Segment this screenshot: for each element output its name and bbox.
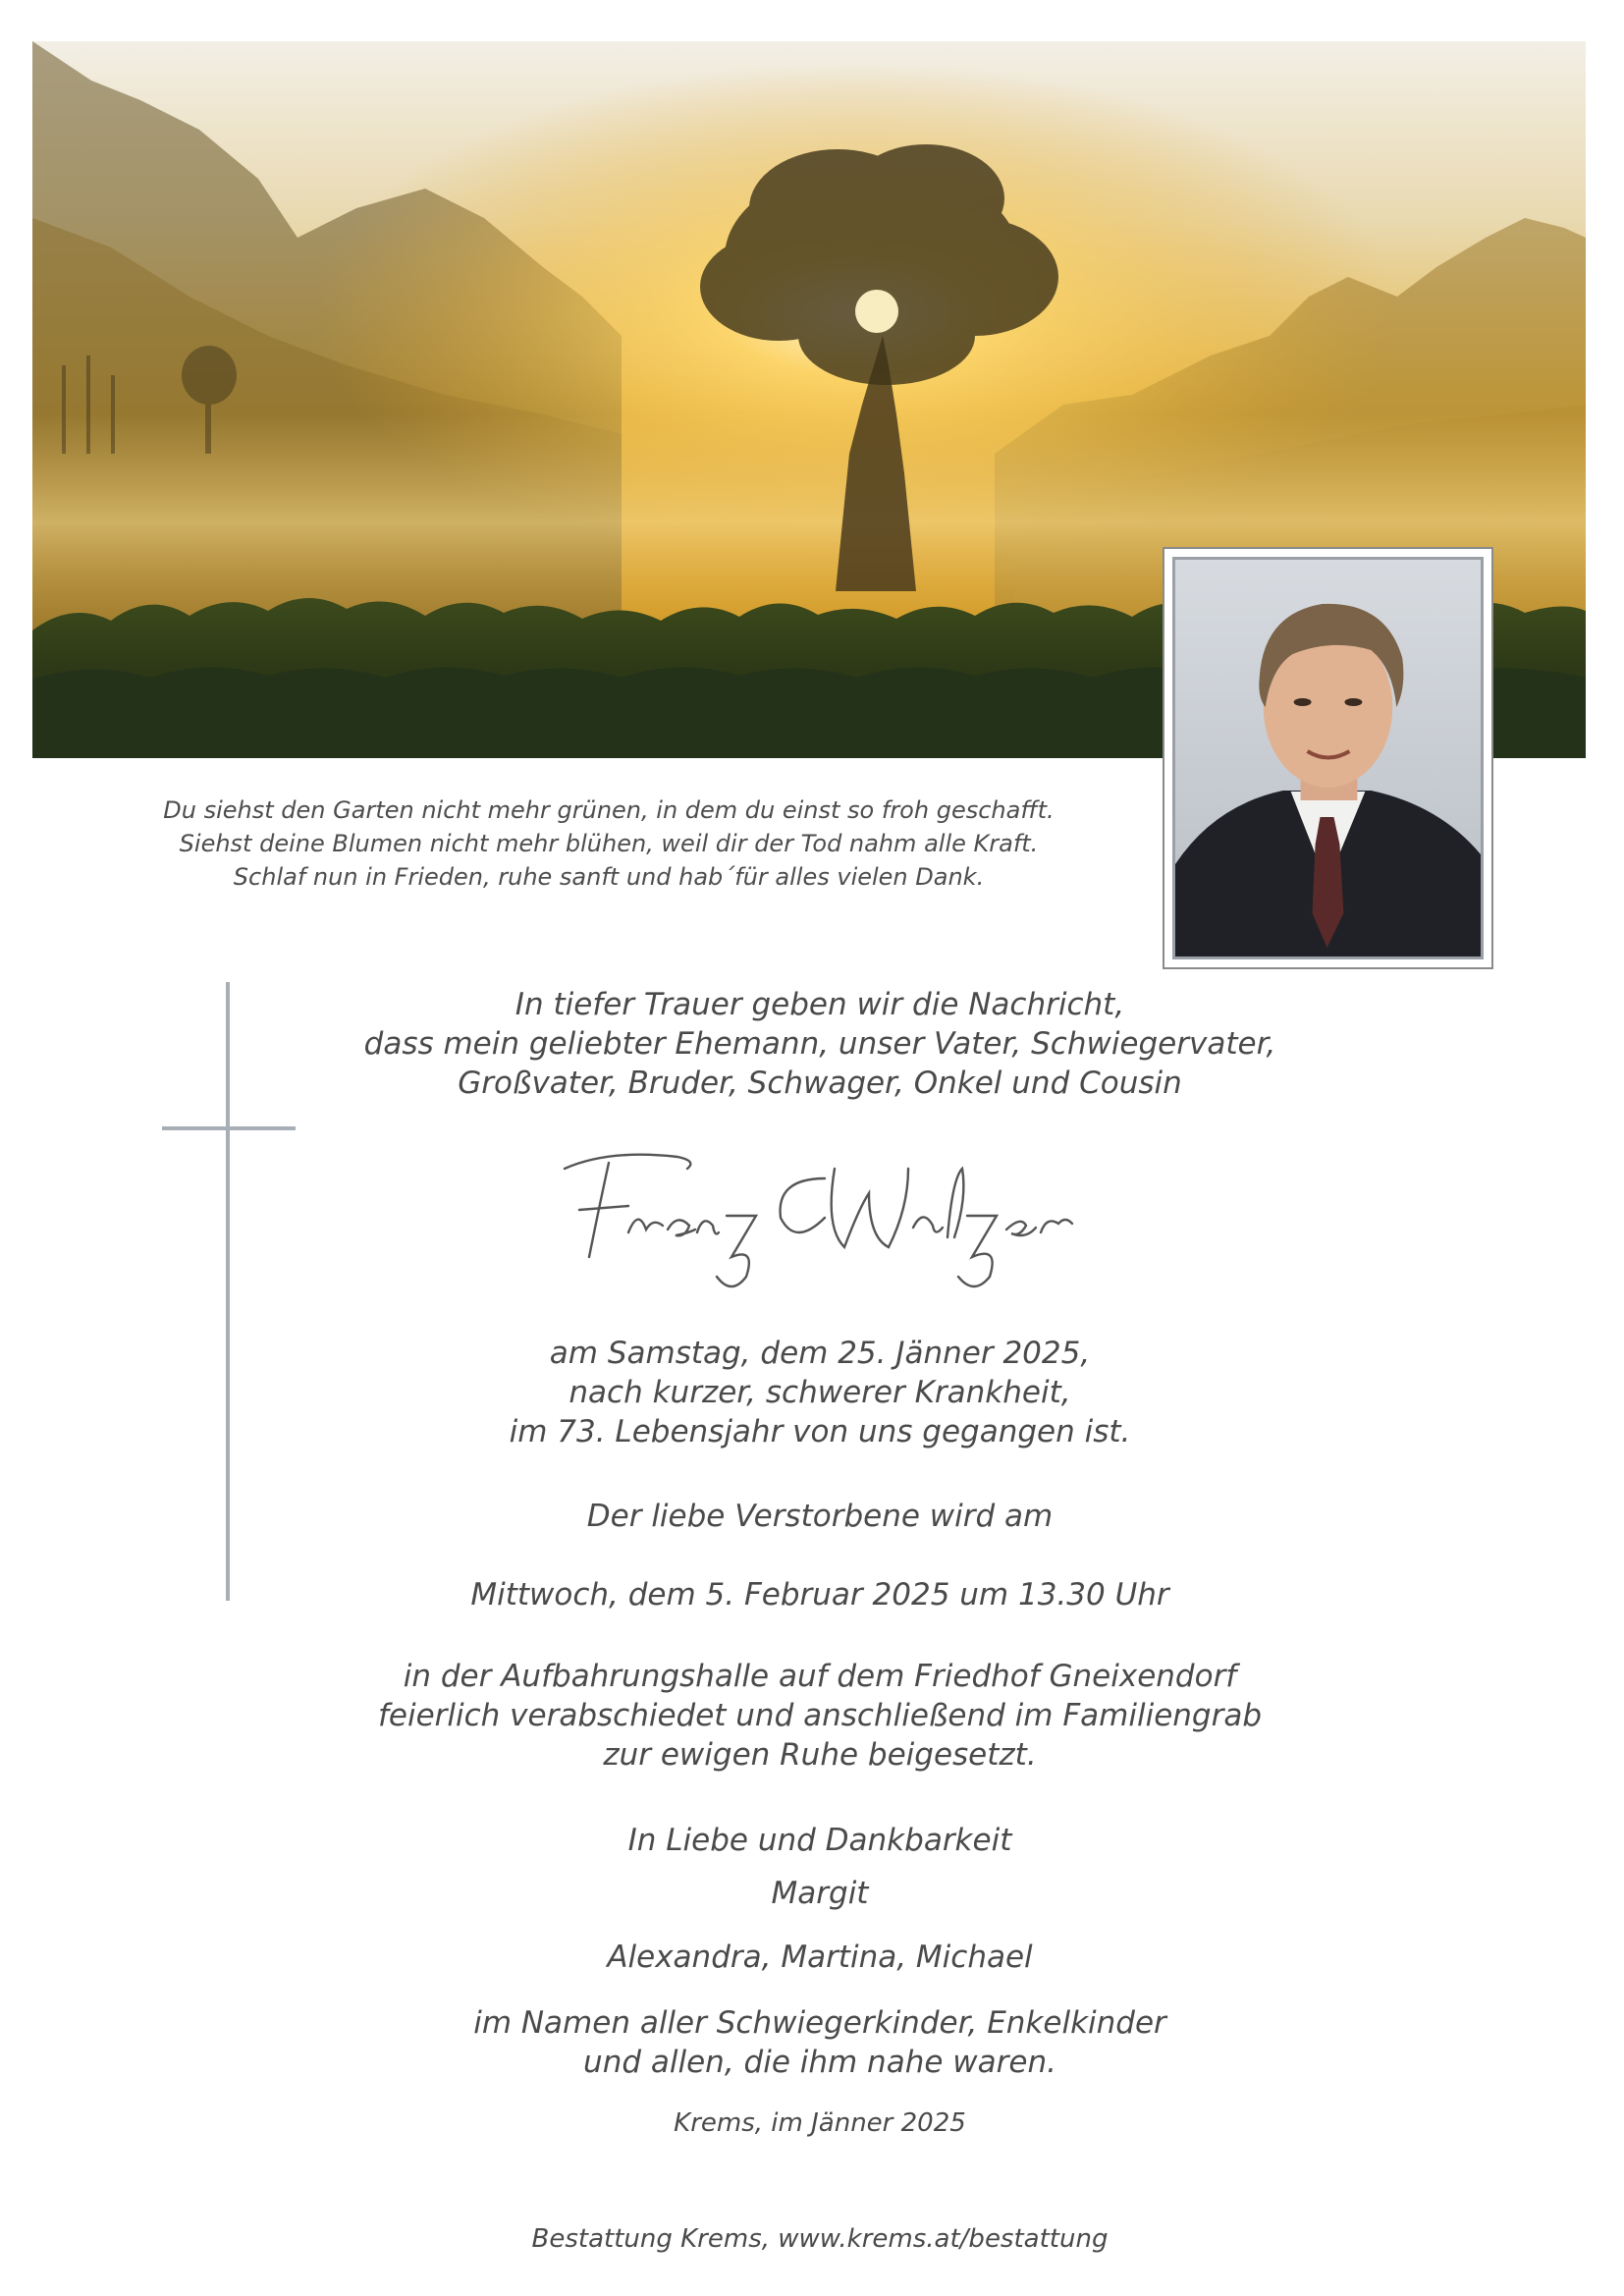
poem-line: Schlaf nun in Frieden, ruhe sanft und hab´für alles vielen Dank. bbox=[233, 863, 985, 891]
poem-line: Siehst deine Blumen nicht mehr blühen, weil dir der Tod nahm alle Kraft. bbox=[179, 830, 1039, 857]
spouse-name: Margit bbox=[771, 1876, 869, 1911]
funeral-home-footer: Bestattung Krems, www.krems.at/bestattung bbox=[531, 2224, 1109, 2254]
poem-line: Du siehst den Garten nicht mehr grünen, in dem du einst so froh geschafft. bbox=[163, 796, 1055, 824]
service-intro: Der liebe Verstorbene wird am bbox=[586, 1499, 1054, 1534]
death-line: nach kurzer, schwerer Krankheit, bbox=[568, 1375, 1071, 1410]
intro-line: In tiefer Trauer geben wir die Nachricht, bbox=[514, 987, 1125, 1022]
service-place-line: in der Aufbahrungshalle auf dem Friedhof Gneixendorf bbox=[403, 1659, 1237, 1694]
relatives-text: im Namen aller Schwiegerkinder, Enkelkinder bbox=[473, 2005, 1166, 2041]
death-line: am Samstag, dem 25. Jänner 2025, bbox=[549, 1336, 1091, 1371]
service-place-line: zur ewigen Ruhe beigesetzt. bbox=[603, 1737, 1037, 1773]
memorial-poem bbox=[118, 793, 1100, 894]
service-place bbox=[295, 1657, 1345, 1775]
service-date: Mittwoch, dem 5. Februar 2025 um 13.30 Uhr bbox=[470, 1577, 1169, 1613]
children-names: Alexandra, Martina, Michael bbox=[607, 1940, 1033, 1975]
relatives-text: und allen, die ihm nahe waren. bbox=[583, 2045, 1056, 2080]
closing-phrase: In Liebe und Dankbarkeit bbox=[627, 1823, 1012, 1858]
place-date: Krems, im Jänner 2025 bbox=[674, 2108, 966, 2138]
intro-line: Großvater, Bruder, Schwager, Onkel und Cousin bbox=[458, 1066, 1182, 1101]
death-line: im 73. Lebensjahr von uns gegangen ist. bbox=[509, 1414, 1131, 1449]
death-details bbox=[295, 1334, 1345, 1451]
portrait-frame bbox=[1163, 547, 1493, 969]
portrait-photo bbox=[1172, 557, 1484, 959]
cross-icon-bar bbox=[162, 1126, 296, 1130]
deceased-name-signature bbox=[530, 1139, 1119, 1296]
cross-icon bbox=[226, 982, 230, 1601]
service-place-line: feierlich verabschiedet und anschließend im Familiengrab bbox=[377, 1698, 1263, 1733]
announcement-intro bbox=[295, 985, 1345, 1103]
relatives-line bbox=[295, 2003, 1345, 2082]
intro-line: dass mein geliebter Ehemann, unser Vater, Schwiegervater, bbox=[363, 1026, 1276, 1062]
